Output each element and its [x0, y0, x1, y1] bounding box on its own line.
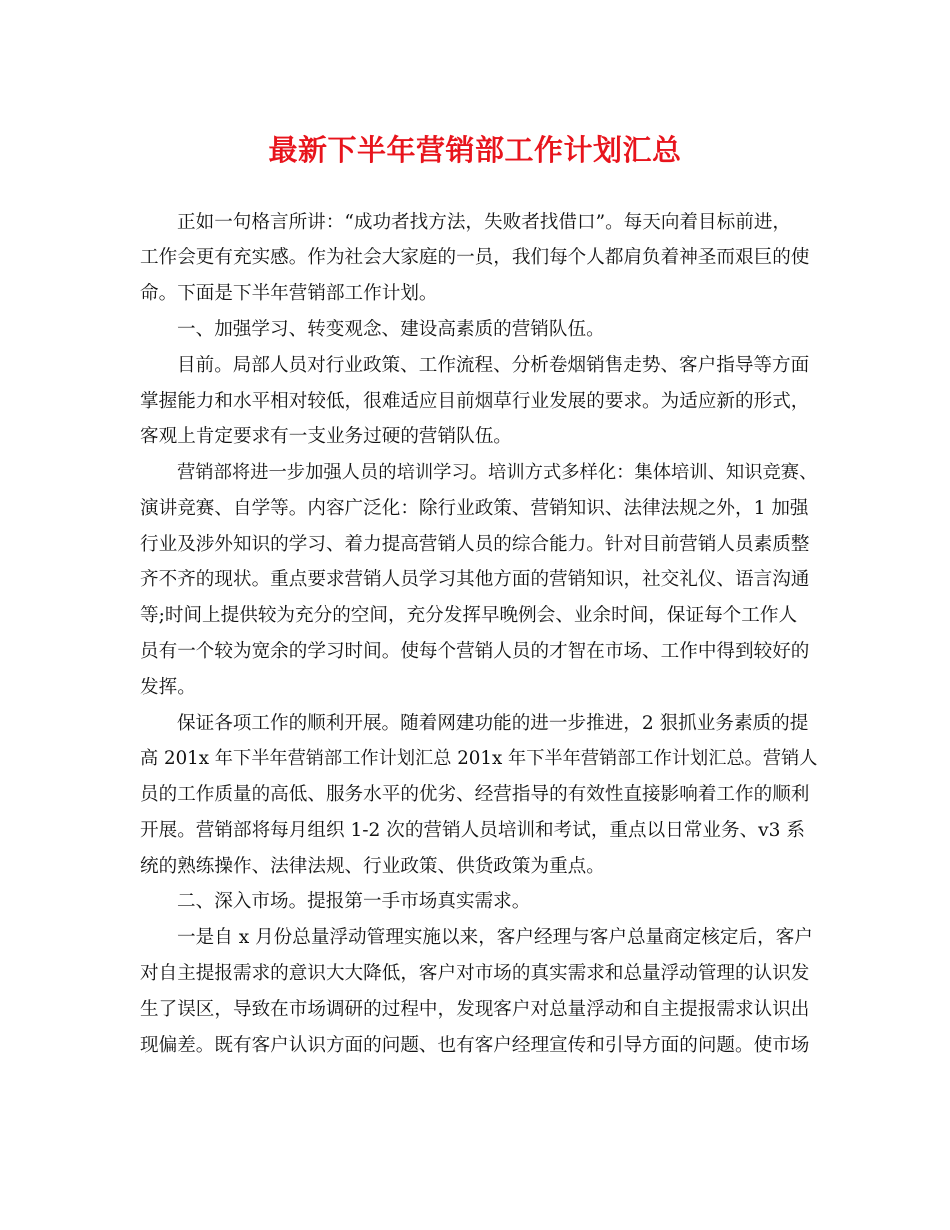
paragraph-line: 员的工作质量的高低、服务水平的优劣、经营指导的有效性直接影响着工作的顺利: [140, 784, 810, 805]
paragraph-line: 一是自 x 月份总量浮动管理实施以来，客户经理与客户总量商定核定后，客户: [177, 927, 813, 948]
document-title: 最新下半年营销部工作计划汇总: [268, 133, 682, 167]
paragraph-line: 发挥。: [140, 677, 196, 698]
paragraph-line: 行业及涉外知识的学习、着力提高营销人员的综合能力。针对目前营销人员素质整: [140, 534, 810, 555]
paragraph-line: 开展。营销部将每月组织 1-2 次的营销人员培训和考试，重点以日常业务、v3 系: [140, 820, 806, 841]
paragraph-line: 保证各项工作的顺利开展。随着网建功能的进一步推进，2 狠抓业务素质的提: [177, 713, 809, 734]
paragraph-line: 生了误区，导致在市场调研的过程中，发现客户对总量浮动和自主提报需求认识出: [140, 999, 810, 1020]
paragraph-line: 命。下面是下半年营销部工作计划。: [140, 283, 438, 304]
paragraph-line: 工作会更有充实感。作为社会大家庭的一员，我们每个人都肩负着神圣而艰巨的使: [140, 247, 810, 268]
paragraph-line: 现偏差。既有客户认识方面的问题、也有客户经理宣传和引导方面的问题。使市场: [140, 1035, 810, 1056]
paragraph-line: 客观上肯定要求有一支业务过硬的营销队伍。: [140, 426, 512, 447]
section-heading: 一、加强学习、转变观念、建设高素质的营销队伍。: [177, 319, 605, 340]
paragraph-line: 对自主提报需求的意识大大降低，客户对市场的真实需求和总量浮动管理的认识发: [140, 963, 810, 984]
paragraph-line: 正如一句格言所讲：“成功者找方法，失败者找借口”。每天向着目标前进，: [177, 212, 792, 233]
paragraph-line: 统的熟练操作、法律法规、行业政策、供货政策为重点。: [140, 856, 605, 877]
section-heading: 二、深入市场。提报第一手市场真实需求。: [177, 891, 531, 912]
paragraph-line: 演讲竞赛、自学等。内容广泛化：除行业政策、营销知识、法律法规之外，1 加强: [140, 498, 809, 519]
paragraph-line: 营销部将进一步加强人员的培训学习。培训方式多样化：集体培训、知识竞赛、: [177, 462, 818, 483]
paragraph-line: 目前。局部人员对行业政策、工作流程、分析卷烟销售走势、客户指导等方面: [177, 355, 810, 376]
paragraph-line: 等;时间上提供较为充分的空间，充分发挥早晚例会、业余时间，保证每个工作人: [140, 605, 798, 626]
paragraph-line: 掌握能力和水平相对较低，很难适应目前烟草行业发展的要求。为适应新的形式，: [140, 391, 810, 412]
paragraph-line: 齐不齐的现状。重点要求营销人员学习其他方面的营销知识，社交礼仪、语言沟通: [140, 569, 810, 590]
paragraph-line: 高 201x 年下半年营销部工作计划汇总 201x 年下半年营销部工作计划汇总。营销人: [140, 748, 818, 769]
paragraph-line: 员有一个较为宽余的学习时间。使每个营销人员的才智在市场、工作中得到较好的: [140, 641, 810, 662]
